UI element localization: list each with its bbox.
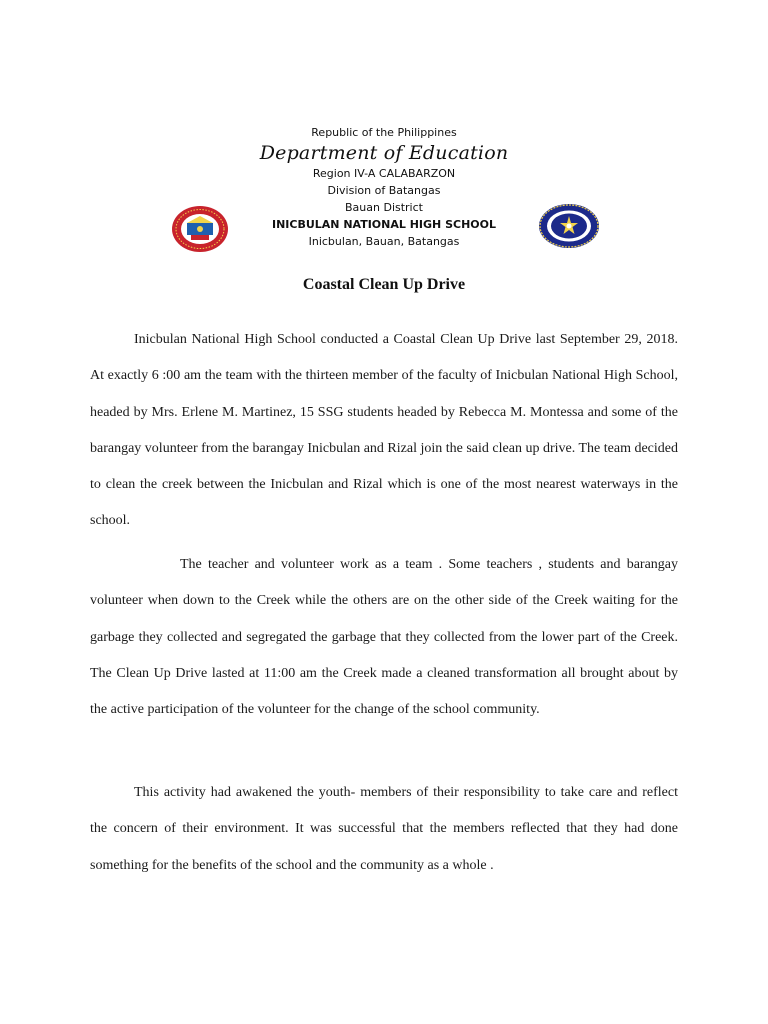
body-paragraph-3: This activity had awakened the youth- members of their responsibility to take care and reflect the concern of their environment. It was successful that the members reflected that they had done something for the benefits of the school and the community as a whole . [90,785,678,873]
department-name: Department of Education [259,142,509,164]
district-line: Bauan District [345,201,423,214]
document-title: Coastal Clean Up Drive [302,276,466,293]
letterhead [0,124,768,250]
body-paragraph-1: Inicbulan National High School conducted a Coastal Clean Up Drive last September 29, 2018. At exactly 6 :00 am the team with the thirteen member of the faculty of Inicbulan National High School, headed by Mrs. Erlene M. Martinez, 15 SSG students headed by Rebecca M. Montessa and some of the barangay volunteer from the barangay Inicbulan and Rizal join the said clean up drive. The team decided to clean the creek between the Inicbulan and Rizal which is one of the most nearest waterways in the school. [90,332,678,529]
republic-line: Republic of the Philippines [311,126,457,139]
region-line: Region IV-A CALABARZON [312,167,456,180]
school-name: INICBULAN NATIONAL HIGH SCHOOL [272,218,496,231]
school-address: Inicbulan, Bauan, Batangas [308,235,460,248]
body-paragraph-2: The teacher and volunteer work as a team . Some teachers , students and barangay volunteer when down to the Creek while the others are on the other side of the Creek waiting for the garbage they collected and segregated the garbage that they collected from the lower part of the Creek. The Clean Up Drive lasted at 11:00 am the Creek made a cleaned transformation all brought about by the active participation of the volunteer for the change of the school community. [90,557,678,718]
school-seal-icon [171,205,229,253]
division-line: Division of Batangas [327,184,441,197]
deped-seal-icon [538,203,600,249]
